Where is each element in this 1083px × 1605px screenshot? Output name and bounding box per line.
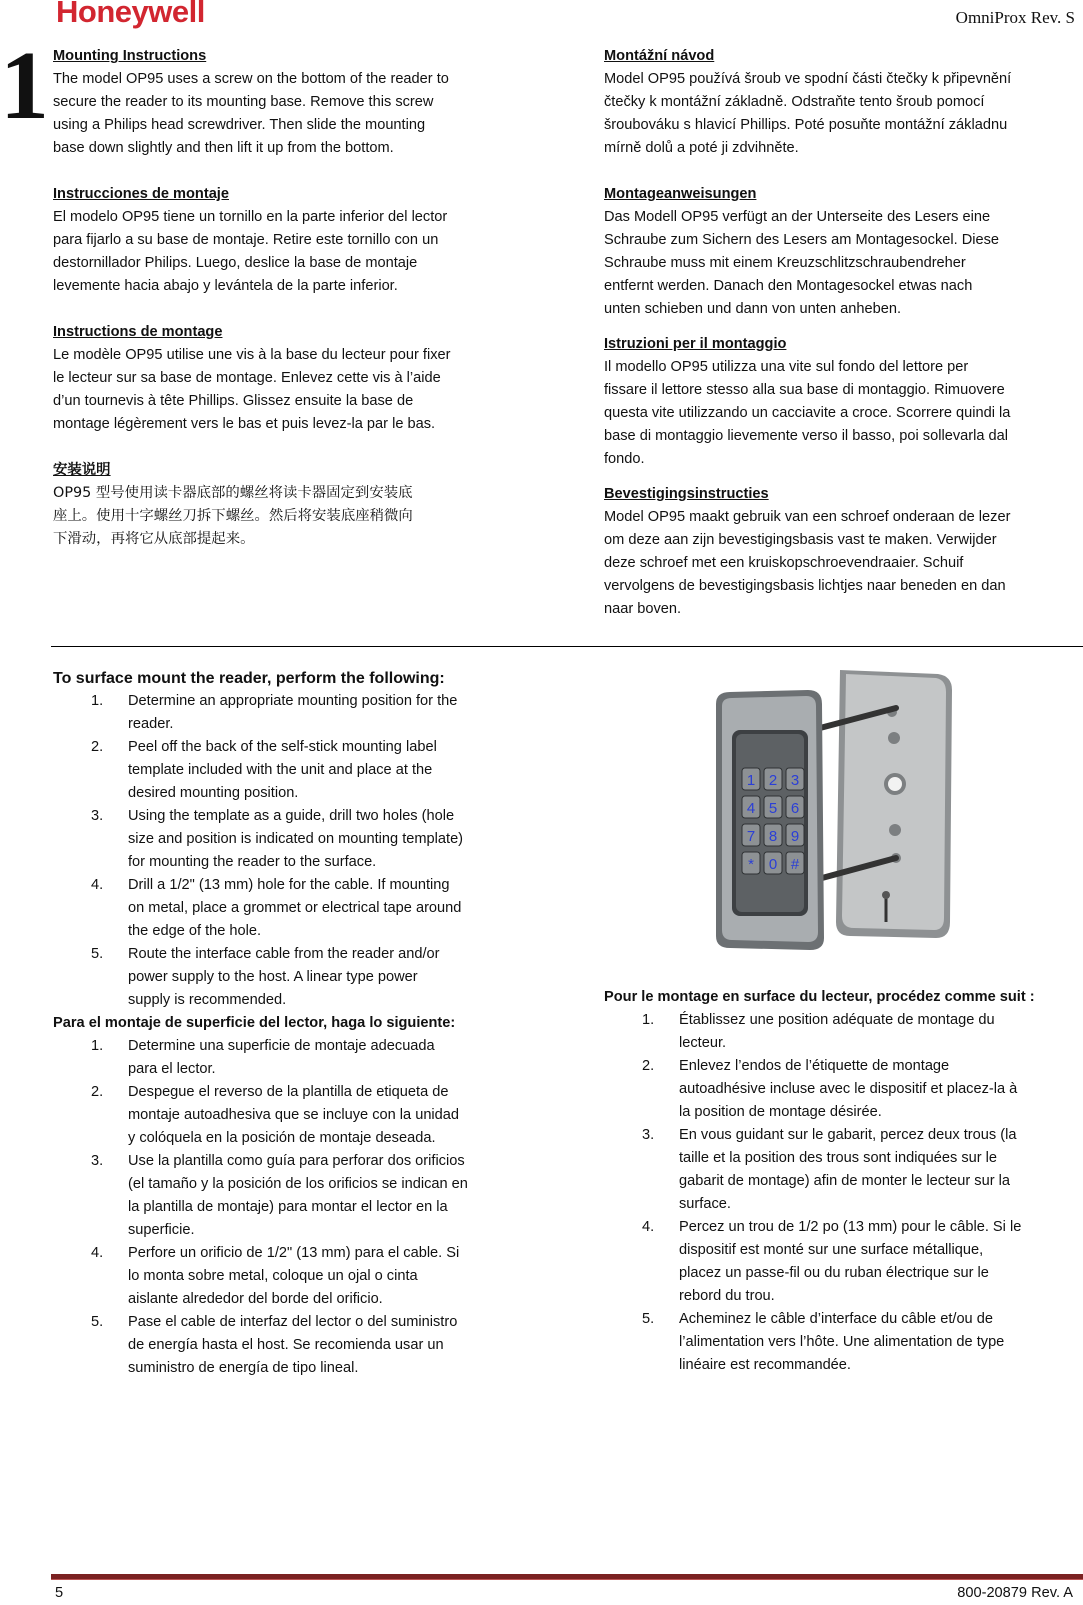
footer-rule bbox=[51, 1574, 1083, 1580]
keypad-key-label: # bbox=[790, 856, 800, 873]
keypad-key-label: 7 bbox=[746, 828, 756, 845]
keypad-key-label: 5 bbox=[768, 800, 778, 817]
line: 下滑动，再将它从底部提起来。 bbox=[53, 531, 255, 547]
list-item: 3. Use la plantilla como guía para perforar dos orificios (el tamaño y la posición de los orificios se indican en la plantilla de montaje) para montar el lector en la superficie. bbox=[91, 1153, 468, 1238]
heading-nl: Bevestigingsinstructies bbox=[604, 486, 769, 502]
line: Il modello OP95 utilizza una vite sul fondo del lettore per bbox=[604, 359, 969, 375]
keypad-reader bbox=[716, 690, 824, 950]
line: questa vite utilizzando un cacciavite a croce. Scorrere quindi la bbox=[604, 405, 1011, 421]
line: om deze aan zijn bevestigingsbasis vast te maken. Verwijder bbox=[604, 532, 997, 548]
keypad-key-label: 6 bbox=[790, 800, 800, 817]
line: čtečky k montážní základně. Odstraňte tento šroub pomocí bbox=[604, 94, 985, 110]
line: d’un tournevis à tête Phillips. Glissez ensuite la base de bbox=[53, 393, 414, 409]
keypad-key-label: 3 bbox=[790, 772, 800, 789]
line: Model OP95 maakt gebruik van een schroef onderaan de lezer bbox=[604, 509, 1011, 525]
list-item: 3. Using the template as a guide, drill two holes (hole size and position is indicated on mounting template) for mounting the reader to the surface. bbox=[91, 808, 464, 870]
surface-steps-es bbox=[53, 1035, 531, 1380]
mounting-instructions-cs bbox=[604, 45, 1080, 160]
line: base down slightly and then lift it up from the bottom. bbox=[53, 140, 394, 156]
section-number: 1 bbox=[0, 32, 49, 140]
mounting-instructions-fr bbox=[53, 321, 531, 436]
keypad-key-label: 9 bbox=[790, 828, 800, 845]
list-item: 3. En vous guidant sur le gabarit, percez deux trous (la taille et la position des trous sont indiquées sur le gabarit de montage) afin de monter le lecteur sur la surface. bbox=[642, 1127, 1017, 1212]
list-item: 2. Enlevez l’endos de l’étiquette de montage autoadhésive incluse avec le dispositif et placez-la à la position de montage désirée. bbox=[642, 1058, 1018, 1120]
line: naar boven. bbox=[604, 601, 682, 617]
line: Das Modell OP95 verfügt an der Unterseite des Lesers eine bbox=[604, 209, 991, 225]
surface-steps-en bbox=[53, 690, 531, 1012]
list-item: 5. Route the interface cable from the reader and/or power supply to the host. A linear type power supply is recommended. bbox=[91, 946, 440, 1008]
heading-de: Montageanweisungen bbox=[604, 186, 757, 202]
line: 座上。使用十字螺丝刀拆下螺丝。然后将安装底座稍微向 bbox=[53, 508, 413, 524]
mounting-instructions-de bbox=[604, 183, 1080, 321]
surface-mount-right bbox=[604, 986, 1080, 1377]
line: mírně dolů a poté ji zdvihněte. bbox=[604, 140, 799, 156]
keypad-key-label: 1 bbox=[746, 772, 756, 789]
line: using a Philips head screwdriver. Then slide the mounting bbox=[53, 117, 426, 133]
line: deze schroef met een kruiskopschroevendraaier. Schuif bbox=[604, 555, 964, 571]
mounting-instructions-es bbox=[53, 183, 531, 298]
list-item: 2. Despegue el reverso de la plantilla de etiqueta de montaje autoadhesiva que se incluye con la unidad y colóquela en la posición de montaje deseada. bbox=[91, 1084, 460, 1146]
keypad-key-label: 0 bbox=[768, 856, 778, 873]
document-number: 800-20879 Rev. A bbox=[957, 1585, 1073, 1601]
line: Model OP95 používá šroub ve spodní části čtečky k připevnění bbox=[604, 71, 1012, 87]
list-item: 5. Pase el cable de interfaz del lector o del suministro de energía hasta el host. Se recomienda usar un suministro de energía de tipo lineal. bbox=[91, 1314, 458, 1376]
mounting-instructions-nl bbox=[604, 483, 1080, 621]
list-item: 4. Percez un trou de 1/2 po (13 mm) pour le câble. Si le dispositif est monté sur une surface métallique, placez un passe-fil ou du ruban électrique sur le rebord du trou. bbox=[642, 1219, 1022, 1304]
line: OP95 型号使用读卡器底部的螺丝将读卡器固定到安装底 bbox=[53, 485, 413, 501]
line: para fijarlo a su base de montaje. Retire este tornillo con un bbox=[53, 232, 439, 248]
keypad-key-label: 8 bbox=[768, 828, 778, 845]
heading-fr: Instructions de montage bbox=[53, 324, 223, 340]
list-item: 1. Determine an appropriate mounting position for the reader. bbox=[91, 693, 458, 732]
mounting-instructions-it bbox=[604, 333, 1080, 471]
line: fondo. bbox=[604, 451, 645, 467]
page-number: 5 bbox=[55, 1585, 64, 1601]
line: secure the reader to its mounting base. Remove this screw bbox=[53, 94, 434, 110]
line: destornillador Philips. Luego, deslice la base de montaje bbox=[53, 255, 418, 271]
right-column-instructions bbox=[604, 45, 1080, 621]
mounting-instructions-en bbox=[53, 45, 531, 160]
heading-cs: Montážní návod bbox=[604, 48, 715, 64]
line: montage légèrement vers le bas et puis levez-la par le bas. bbox=[53, 416, 436, 432]
list-item: 1. Établissez une position adéquate de montage du lecteur. bbox=[642, 1012, 995, 1051]
line: unten schieben und dann von unten anheben. bbox=[604, 301, 901, 317]
list-item: 4. Drill a 1/2" (13 mm) hole for the cable. If mounting on metal, place a grommet or electrical tape around the edge of the hole. bbox=[91, 877, 462, 939]
line: Le modèle OP95 utilise une vis à la base du lecteur pour fixer bbox=[53, 347, 451, 363]
keypad-key-label: 4 bbox=[746, 800, 756, 817]
line: entfernt werden. Danach den Montagesockel etwas nach bbox=[604, 278, 973, 294]
heading-zh: 安装说明 bbox=[53, 462, 111, 478]
line: Schraube zum Sichern des Lesers am Montagesockel. Diese bbox=[604, 232, 1000, 248]
line: le lecteur sur sa base de montage. Enlevez cette vis à l’aide bbox=[53, 370, 441, 386]
honeywell-logo: Honeywell bbox=[56, 0, 205, 29]
document-title: OmniProx Rev. S bbox=[955, 8, 1075, 27]
keypad-key-label: 2 bbox=[768, 772, 778, 789]
heading-it: Istruzioni per il montaggio bbox=[604, 336, 787, 352]
list-item: 5. Acheminez le câble d’interface du câble et/ou de l’alimentation vers l’hôte. Une alimentation de type linéaire est recommandée. bbox=[642, 1311, 1005, 1373]
surface-heading-es: Para el montaje de superficie del lector, haga lo siguiente: bbox=[53, 1015, 456, 1031]
heading-es: Instrucciones de montaje bbox=[53, 186, 229, 202]
line: Schraube muss mit einem Kreuzschlitzschraubendreher bbox=[604, 255, 966, 271]
surface-heading-fr: Pour le montage en surface du lecteur, procédez comme suit : bbox=[604, 989, 1035, 1005]
mounting-instructions-zh bbox=[53, 459, 531, 551]
surface-heading-en: To surface mount the reader, perform the following: bbox=[53, 670, 445, 687]
mounting-base bbox=[820, 670, 952, 938]
line: šroubováku s hlavicí Phillips. Poté posuňte montážní základnu bbox=[604, 117, 1008, 133]
line: fissare il lettore stesso alla sua base di montaggio. Rimuovere bbox=[604, 382, 1005, 398]
line: El modelo OP95 tiene un tornillo en la parte inferior del lector bbox=[53, 209, 448, 225]
reader-mounting-illustration bbox=[700, 664, 984, 964]
list-item: 4. Perfore un orificio de 1/2" (13 mm) para el cable. Si lo monta sobre metal, coloque un ojal o cinta aislante alrededor del borde del orificio. bbox=[91, 1245, 460, 1307]
section-divider bbox=[51, 646, 1083, 647]
surface-steps-fr bbox=[604, 1009, 1080, 1377]
surface-mount-left bbox=[53, 667, 531, 1380]
line: vervolgens de bevestigingsbasis lichtjes naar beneden en dan bbox=[604, 578, 1006, 594]
list-item: 1. Determine una superficie de montaje adecuada para el lector. bbox=[91, 1038, 435, 1077]
heading-en: Mounting Instructions bbox=[53, 48, 207, 64]
keypad-key-label: * bbox=[748, 856, 754, 873]
list-item: 2. Peel off the back of the self-stick mounting label template included with the unit and place at the desired mounting position. bbox=[91, 739, 437, 801]
line: base di montaggio lievemente verso il basso, poi sollevarla dal bbox=[604, 428, 1008, 444]
left-column-instructions bbox=[53, 45, 531, 551]
line: levemente hacia abajo y levántela de la parte inferior. bbox=[53, 278, 398, 294]
line: The model OP95 uses a screw on the bottom of the reader to bbox=[53, 71, 449, 87]
